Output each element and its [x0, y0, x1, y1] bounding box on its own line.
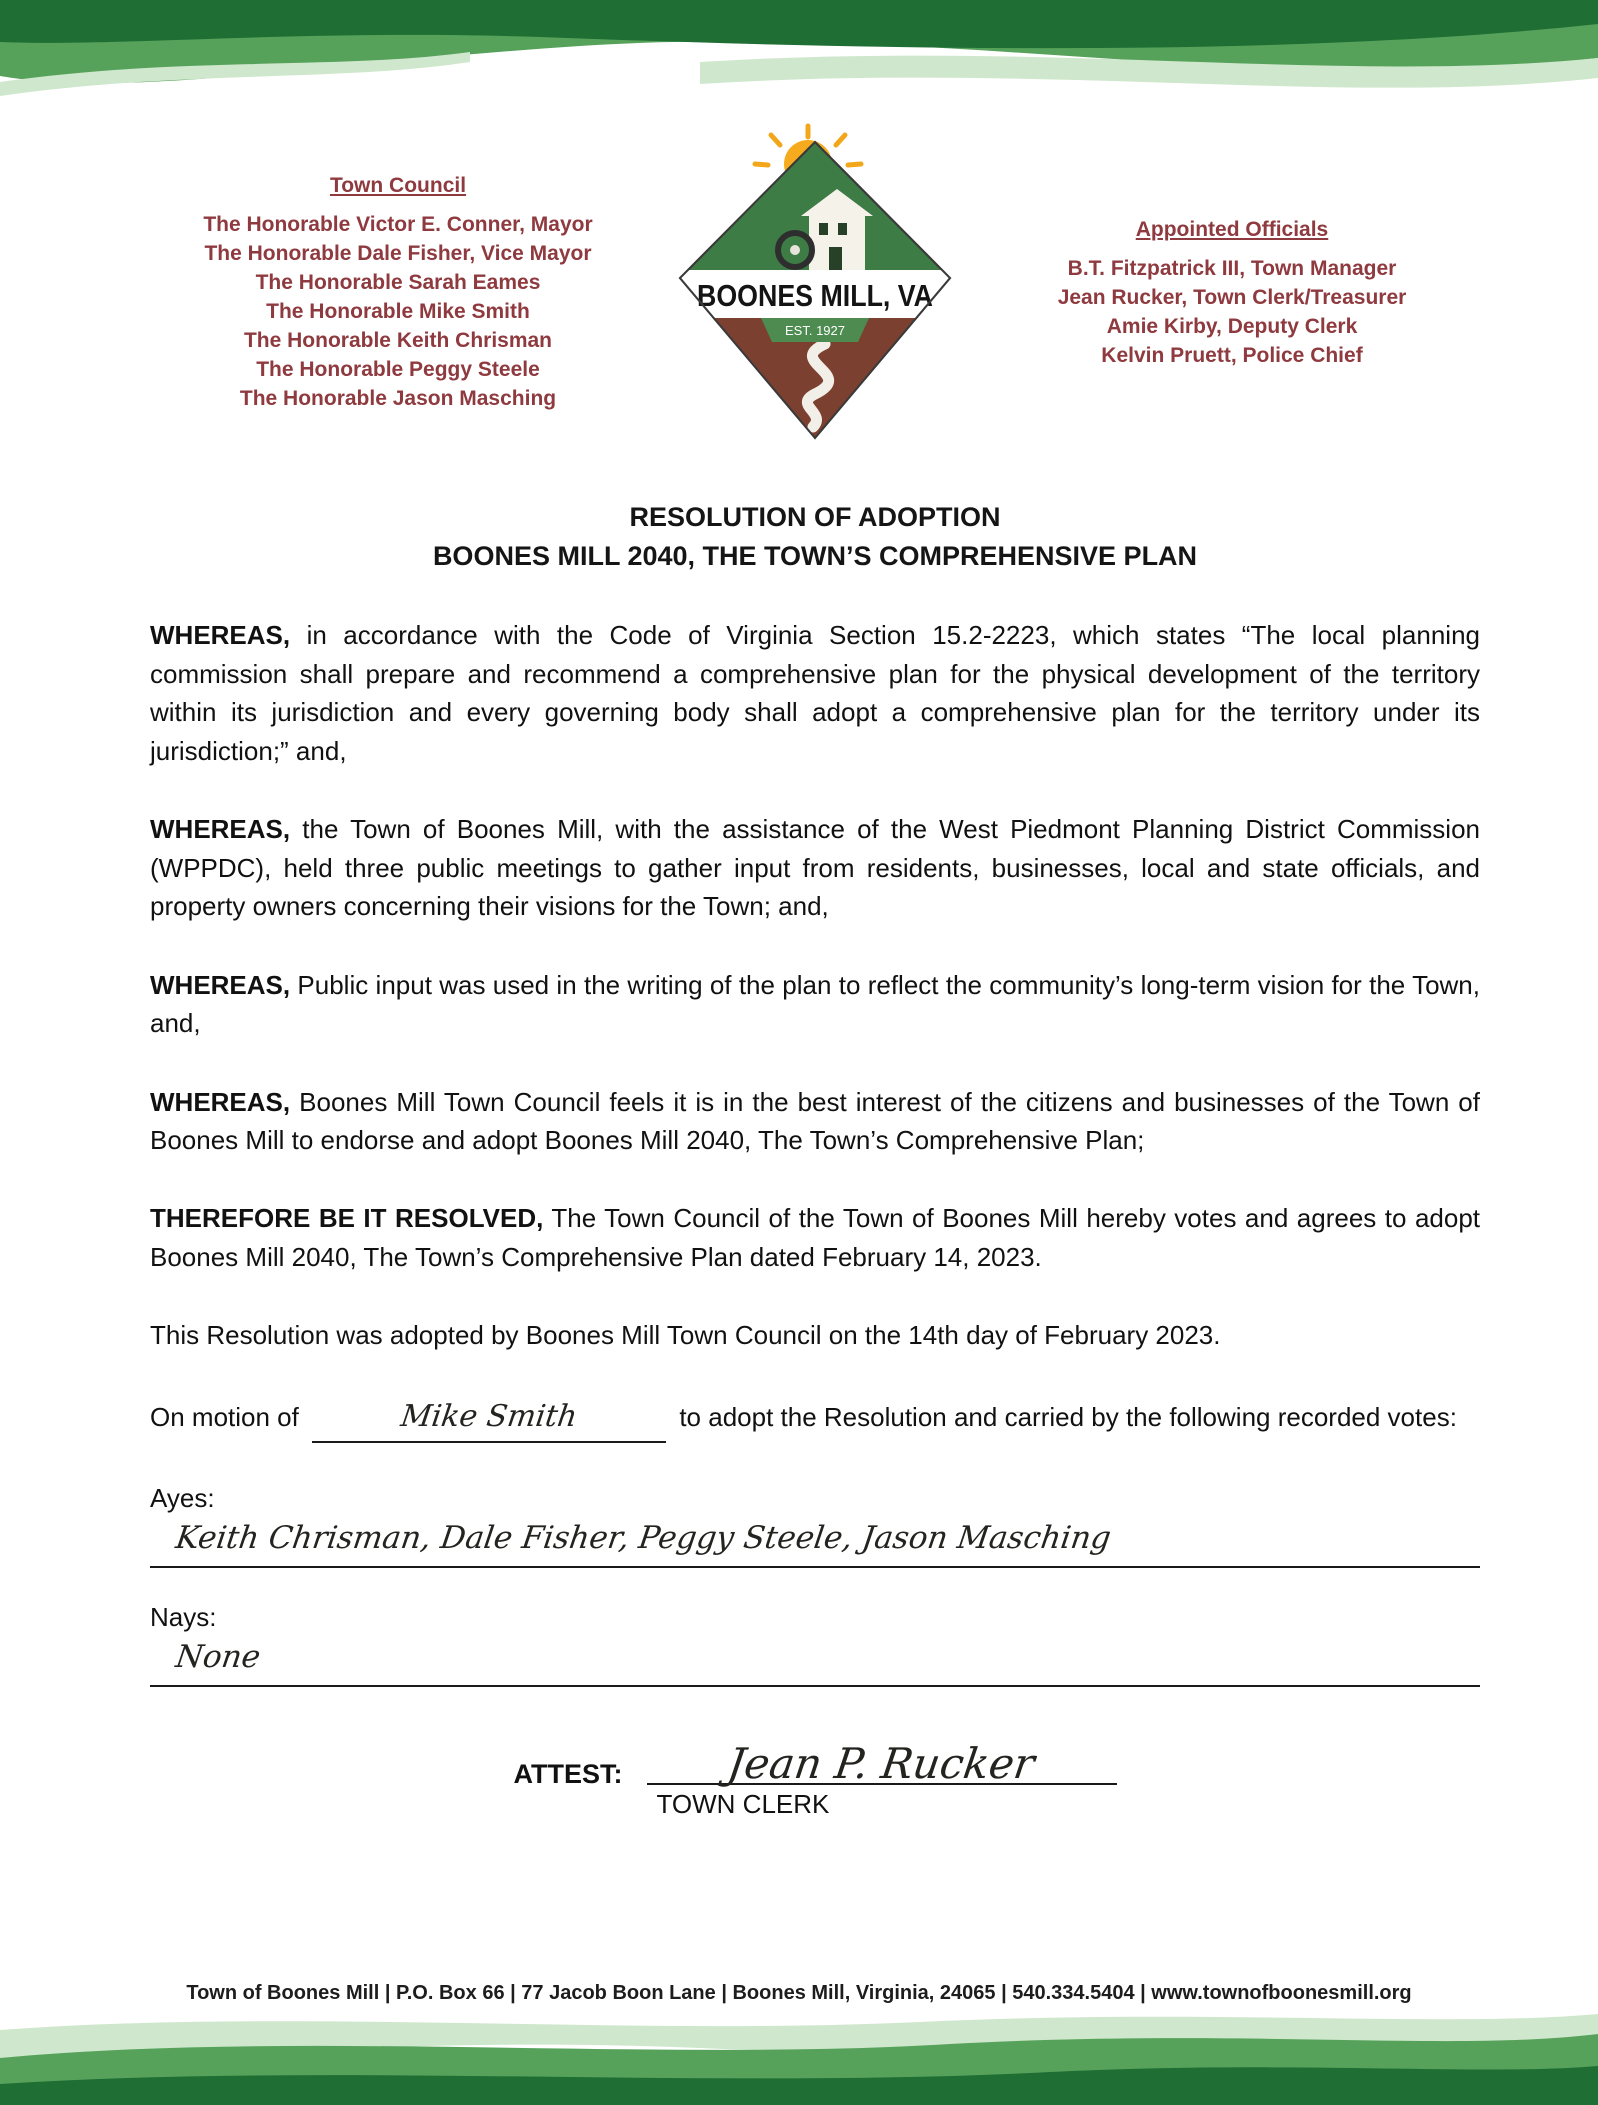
motion-suffix: to adopt the Resolution and carried by the following recorded votes:	[679, 1401, 1457, 1432]
town-council-list	[150, 120, 646, 414]
nays-handwritten: None	[173, 1639, 263, 1676]
ayes-line	[150, 1514, 1480, 1568]
nays-label: Nays:	[150, 1602, 217, 1633]
boones-mill-logo	[665, 120, 965, 450]
logo-established-text: EST. 1927	[785, 323, 845, 338]
council-member: The Honorable Jason Masching	[239, 386, 557, 410]
council-member: The Honorable Keith Chrisman	[243, 328, 553, 352]
paragraph-adoption: This Resolution was adopted by Boones Mill Town Council on the 14th day of February 2023.	[150, 1320, 1221, 1351]
document-title	[150, 498, 1480, 576]
footer-contact-line: Town of Boones Mill | P.O. Box 66 | 77 Jacob Boon Lane | Boones Mill, Virginia, 24065 | 540.334.5404 | www.townofboonesmill.org	[186, 1982, 1412, 2004]
council-member: The Honorable Mike Smith	[266, 299, 530, 323]
motion-sentence	[150, 1395, 1480, 1443]
council-member: The Honorable Peggy Steele	[256, 357, 540, 381]
ayes-handwritten: Keith Chrisman, Dale Fisher, Peggy Steele, Jason Masching	[173, 1520, 1114, 1557]
appointed-officials-members	[984, 255, 1480, 371]
town-council-members	[150, 211, 646, 414]
nays-line	[150, 1633, 1480, 1687]
votes-section	[150, 1483, 1480, 1687]
motion-name-blank	[312, 1395, 666, 1443]
official-member: Amie Kirby, Deputy Clerk	[1106, 314, 1358, 338]
official-member: B.T. Fitzpatrick III, Town Manager	[1067, 256, 1397, 280]
appointed-officials-list	[984, 120, 1480, 371]
bottom-wave-decoration	[0, 2000, 1598, 2105]
resolution-body	[150, 616, 1480, 1820]
clerk-title: TOWN CLERK	[656, 1789, 830, 1820]
clerk-signature: Jean P. Rucker	[724, 1739, 1039, 1789]
document-title-line1: RESOLUTION OF ADOPTION	[629, 502, 1001, 532]
signature-block	[647, 1739, 1117, 1820]
attest-label: ATTEST:	[513, 1759, 623, 1790]
logo-town-name: BOONES MILL, VA	[697, 278, 933, 313]
council-member: The Honorable Dale Fisher, Vice Mayor	[204, 241, 592, 265]
motion-name-handwritten: Mike Smith	[398, 1398, 580, 1434]
paragraph-whereas-1: WHEREAS, in accordance with the Code of Virginia Section 15.2-2223, which states “The local planning commission shall prepare and recommend a comprehensive plan for the physical development of the territory within its jurisdiction and every governing body shall adopt a comprehensive plan for the territory under its jurisdiction;” and,	[150, 620, 1480, 766]
top-wave-decoration	[0, 0, 1598, 135]
paragraph-resolved: THEREFORE BE IT RESOLVED, The Town Council of the Town of Boones Mill hereby votes and agrees to adopt Boones Mill 2040, The Town’s Comprehensive Plan dated February 14, 2023.	[150, 1203, 1481, 1272]
council-member: The Honorable Victor E. Conner, Mayor	[203, 212, 593, 236]
paragraph-whereas-2: WHEREAS, the Town of Boones Mill, with the assistance of the West Piedmont Planning District Commission (WPPDC), held three public meetings to gather input from residents, businesses, local and state officials, and property owners concerning their visions for the Town; and,	[150, 814, 1480, 922]
town-council-title: Town Council	[329, 174, 467, 197]
council-member: The Honorable Sarah Eames	[255, 270, 541, 294]
official-member: Kelvin Pruett, Police Chief	[1101, 343, 1363, 367]
paragraph-whereas-3: WHEREAS, Public input was used in the writing of the plan to reflect the community’s long-term vision for the Town, and,	[150, 969, 1480, 1039]
attest-section	[150, 1739, 1480, 1820]
appointed-officials-title: Appointed Officials	[1135, 218, 1329, 241]
document-title-line2: BOONES MILL 2040, THE TOWN’S COMPREHENSIVE PLAN	[432, 541, 1198, 572]
paragraph-whereas-4: WHEREAS, Boones Mill Town Council feels it is in the best interest of the citizens and businesses of the Town of Boones Mill to endorse and adopt Boones Mill 2040, The Town’s Comprehensive Plan;	[150, 1086, 1480, 1155]
document-content	[150, 120, 1480, 1820]
motion-prefix: On motion of	[150, 1401, 299, 1432]
letterhead	[150, 120, 1480, 450]
signature-line	[647, 1739, 1117, 1789]
ayes-label: Ayes:	[150, 1483, 215, 1514]
official-member: Jean Rucker, Town Clerk/Treasurer	[1057, 285, 1407, 309]
